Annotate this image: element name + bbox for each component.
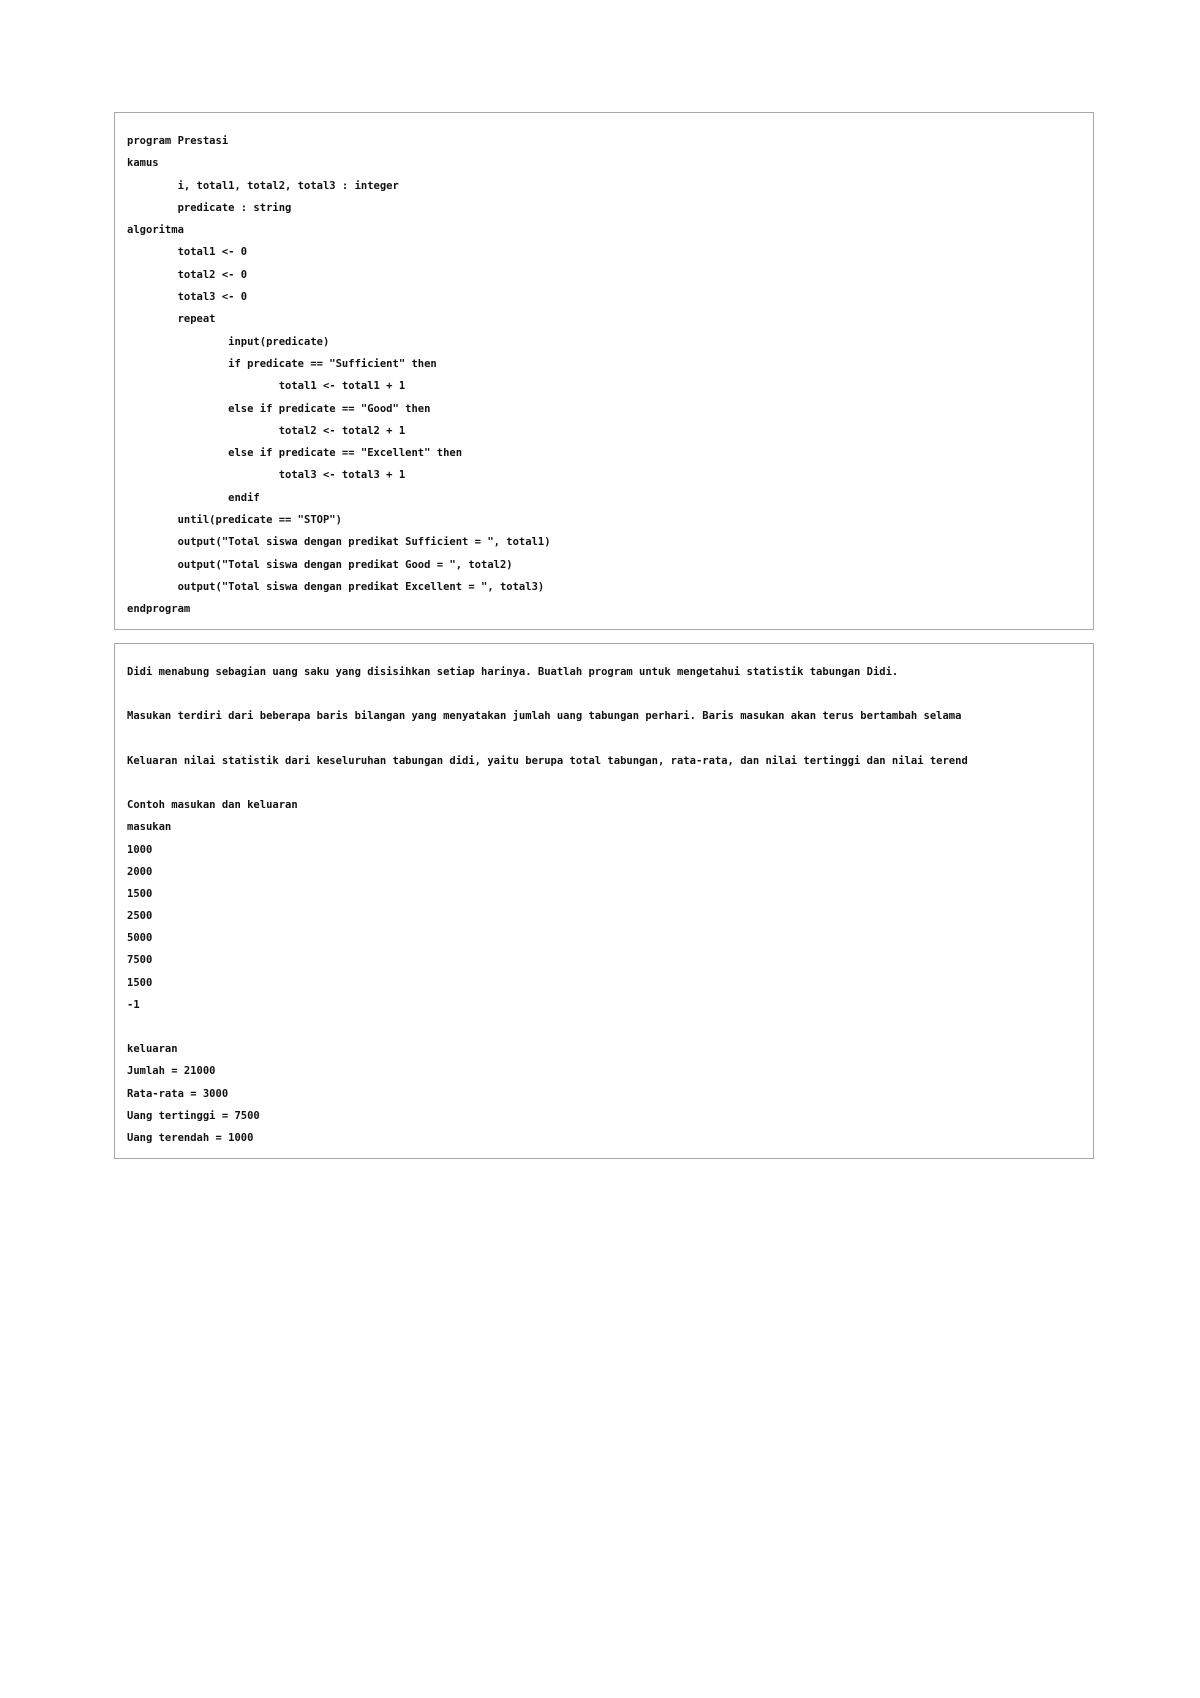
problem-statement-lines xyxy=(127,661,1093,1149)
text-line: Rata-rata = 3000 xyxy=(127,1087,229,1100)
text-line xyxy=(127,772,1093,794)
text-line: Uang terendah = 1000 xyxy=(127,1131,254,1144)
code-line: else if predicate == "Excellent" then xyxy=(127,447,463,460)
code-line: program Prestasi xyxy=(127,135,229,147)
code-line: output("Total siswa dengan predikat Excellent = ", total3) xyxy=(127,580,545,593)
text-line xyxy=(127,728,1093,750)
text-line xyxy=(127,1016,1093,1038)
code-line: algoritma xyxy=(127,224,184,237)
code-line: total3 <- 0 xyxy=(127,291,248,304)
code-line: total1 <- total1 + 1 xyxy=(127,380,406,393)
code-line: input(predicate) xyxy=(127,335,330,348)
code-line: repeat xyxy=(127,313,216,326)
text-line: Keluaran nilai statistik dari keseluruhan tabungan didi, yaitu berupa total tabungan, rata-rata, dan nilai tertinggi dan nilai terend xyxy=(127,754,968,767)
code-line: until(predicate == "STOP") xyxy=(127,514,342,527)
text-line: 2500 xyxy=(127,910,153,923)
code-line: i, total1, total2, total3 : integer xyxy=(127,179,399,192)
text-line: Masukan terdiri dari beberapa baris bilangan yang menyatakan jumlah uang tabungan perhari. Baris masukan akan terus bertambah selama xyxy=(127,710,962,723)
text-line: 1000 xyxy=(127,843,153,856)
text-line: -1 xyxy=(127,998,140,1011)
text-line: keluaran xyxy=(127,1043,178,1056)
text-line: Jumlah = 21000 xyxy=(127,1065,216,1078)
pseudocode-lines xyxy=(127,130,1093,621)
text-line: 1500 xyxy=(127,887,153,900)
code-line: total3 <- total3 + 1 xyxy=(127,469,406,482)
text-line: 7500 xyxy=(127,954,153,967)
code-line: total1 <- 0 xyxy=(127,246,248,259)
code-line: output("Total siswa dengan predikat Sufficient = ", total1) xyxy=(127,536,551,549)
text-line: Didi menabung sebagian uang saku yang disisihkan setiap harinya. Buatlah program untuk mengetahui statistik tabungan Didi. xyxy=(127,666,899,678)
code-line: endprogram xyxy=(127,603,191,616)
text-line: 5000 xyxy=(127,932,153,945)
text-line: 2000 xyxy=(127,865,153,878)
pseudocode-block xyxy=(114,112,1094,630)
text-line: masukan xyxy=(127,821,172,834)
text-line: Contoh masukan dan keluaran xyxy=(127,799,298,812)
text-line: Uang tertinggi = 7500 xyxy=(127,1109,260,1122)
code-line: endif xyxy=(127,491,260,504)
code-line: total2 <- total2 + 1 xyxy=(127,424,406,437)
text-line: 1500 xyxy=(127,976,153,989)
code-line: kamus xyxy=(127,157,159,170)
code-line: output("Total siswa dengan predikat Good = ", total2) xyxy=(127,558,513,571)
code-line: else if predicate == "Good" then xyxy=(127,402,431,415)
problem-statement-block xyxy=(114,643,1094,1159)
code-line: if predicate == "Sufficient" then xyxy=(127,357,437,370)
code-line: predicate : string xyxy=(127,201,292,214)
text-line xyxy=(127,683,1093,705)
code-line: total2 <- 0 xyxy=(127,268,248,281)
